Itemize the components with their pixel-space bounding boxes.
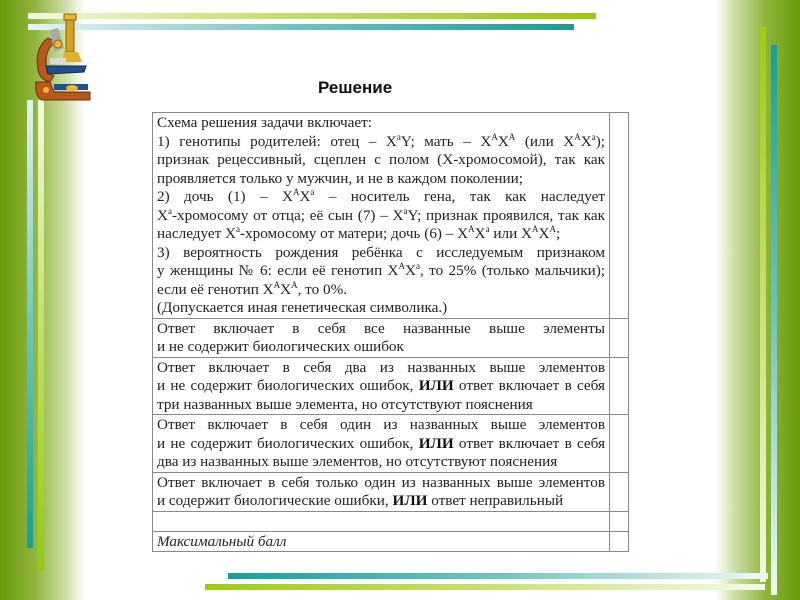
score-cell bbox=[610, 472, 629, 511]
slide-title-text: Решение bbox=[318, 78, 393, 97]
solution-cell bbox=[153, 113, 610, 319]
left-teal-stripe bbox=[27, 100, 33, 548]
solution-line: $X^a$-хромосому от отца; её сын $(7) - X^aY$; признак проявился, так как bbox=[157, 205, 605, 224]
criterion-line: два из названных выше элементов, но отсутствуют пояснения bbox=[157, 453, 558, 470]
right-teal-stripe bbox=[771, 45, 777, 595]
solution-line: признак рецессивный, сцеплен с полом (Х-хромосомой), так как bbox=[157, 151, 605, 168]
criterion-line: и не содержит биологических ошибок, ИЛИ ответ включает в себя bbox=[157, 434, 605, 452]
or-keyword: ИЛИ bbox=[418, 377, 454, 394]
score-cell bbox=[610, 113, 629, 319]
criterion-line: и не содержит биологических ошибок, ИЛИ ответ включает в себя bbox=[157, 377, 605, 394]
criterion-line: и не содержит биологических ошибок bbox=[157, 338, 404, 355]
score-cell bbox=[610, 415, 629, 473]
criterion-line: Ответ включает в себя два из названных выше элементов bbox=[157, 358, 605, 376]
score-cell bbox=[610, 357, 629, 415]
solution-header: Схема решения задачи включает: bbox=[157, 114, 372, 131]
top-teal-stripe bbox=[28, 24, 574, 30]
bottom-teal-stripe bbox=[228, 573, 768, 579]
criterion-cell bbox=[153, 415, 610, 473]
table-row bbox=[153, 357, 629, 415]
criterion-line: Ответ включает в себя один из названных выше элементов bbox=[157, 416, 605, 433]
table-row bbox=[153, 415, 629, 473]
top-green-stripe bbox=[28, 13, 596, 19]
max-score-value bbox=[610, 531, 629, 552]
or-keyword: ИЛИ bbox=[392, 492, 428, 509]
criterion-line: и содержит биологические ошибки, ИЛИ ответ неправильный bbox=[157, 492, 564, 509]
criterion-line: три названных выше элемента, но отсутствуют пояснения bbox=[157, 395, 533, 413]
empty-cell bbox=[153, 511, 610, 531]
score-cell bbox=[610, 318, 629, 357]
or-keyword: ИЛИ bbox=[418, 434, 454, 452]
solution-line: наследует $X^a$-хромосому от матери; дочь $(6) - X^AX^a$ или $X^AX^A$; bbox=[157, 224, 561, 242]
criterion-line: Ответ включает в себя только один из названных выше элементов bbox=[157, 473, 605, 491]
solution-line: 3) вероятность рождения ребёнка с исследуемым признаком bbox=[157, 243, 605, 261]
table-row-max-score bbox=[153, 531, 629, 552]
criterion-line: Ответ включает в себя все названные выше элементы bbox=[157, 319, 605, 337]
solution-line: 1) генотипы родителей: отец – $X^aY$; мать – $X^AX^A$ (или $X^AX^a$); bbox=[157, 131, 605, 150]
solution-line: у женщины № 6: если её генотип $X^AX^a$, то 25% (только мальчики); bbox=[157, 261, 605, 279]
table-row-empty bbox=[153, 511, 629, 531]
solution-line: проявляется только у мужчин, и не в каждом поколении; bbox=[157, 169, 523, 187]
criterion-cell bbox=[153, 318, 610, 357]
microscope-icon bbox=[28, 8, 94, 104]
solution-line: если её генотип $X^AX^A$, то 0%. bbox=[157, 279, 348, 298]
score-cell bbox=[610, 511, 629, 531]
right-gradient-edge bbox=[715, 0, 800, 600]
table-row bbox=[153, 472, 629, 511]
max-score-label: Максимальный балл bbox=[153, 531, 610, 552]
criterion-cell bbox=[153, 357, 610, 415]
table-row bbox=[153, 318, 629, 357]
right-green-stripe bbox=[760, 27, 766, 582]
left-green-stripe bbox=[38, 100, 44, 570]
bottom-green-stripe bbox=[205, 584, 765, 590]
table-row-solution bbox=[153, 113, 629, 319]
solution-line: 2) дочь $(1) - X^AX^a$ – носитель гена, так как наследует bbox=[157, 187, 605, 205]
grading-table bbox=[152, 112, 629, 552]
criterion-cell bbox=[153, 472, 610, 511]
solution-line: (Допускается иная генетическая символика.) bbox=[157, 299, 448, 316]
